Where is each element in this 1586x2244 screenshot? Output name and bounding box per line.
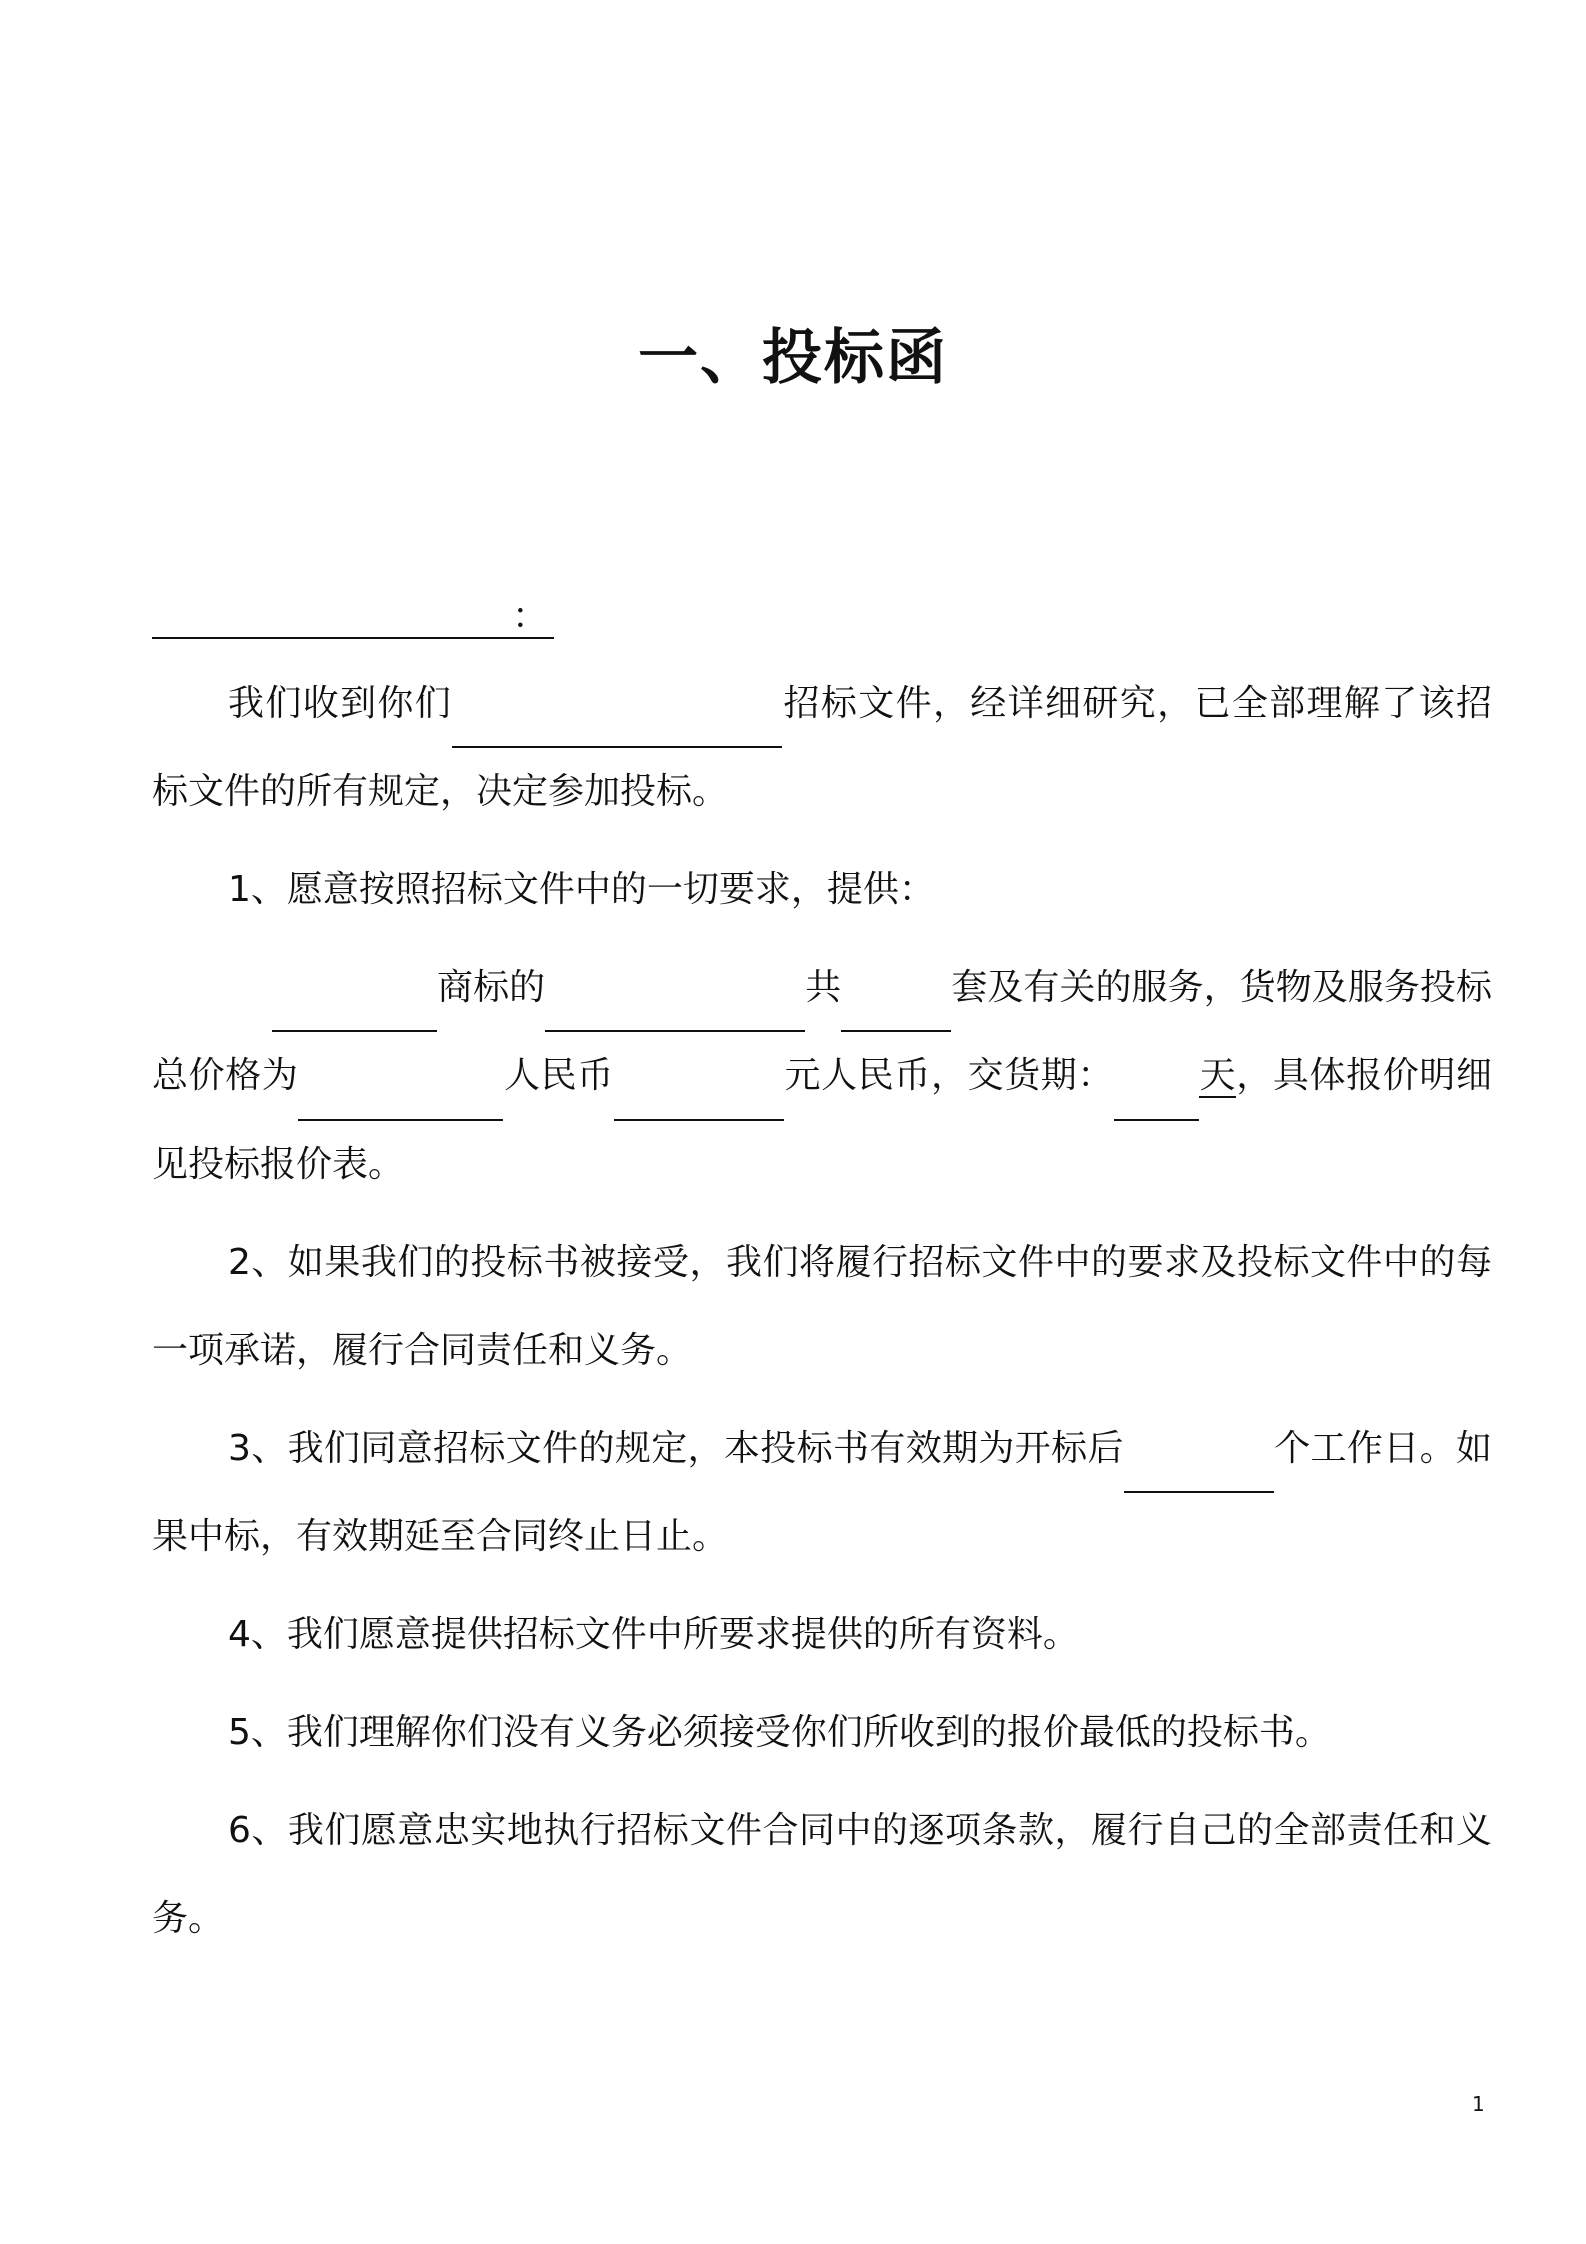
- paragraph-item-1: 1、愿意按照招标文件中的一切要求，提供：: [228, 869, 935, 910]
- paragraph-text: 人民币: [503, 1055, 614, 1096]
- paragraph-text: 元人民币，交货期：: [783, 1055, 1115, 1096]
- paragraph-intro: [152, 660, 1492, 836]
- paragraph-item-5: 5、我们理解你们没有义务必须接受你们所收到的报价最低的投标书。: [228, 1712, 1331, 1753]
- paragraph-item-1-detail: [152, 944, 1492, 1209]
- addressee-blank: [152, 599, 512, 639]
- paragraph-item-6: 6、我们愿意忠实地执行招标文件合同中的逐项条款，履行自己的全部责任和义务。: [152, 1810, 1492, 1939]
- paragraph-text: 我们收到你们: [228, 683, 453, 724]
- paragraph-text: 招标文件，经详细研究，已全部理解了该招标文件的所有规定，决定参加投标。: [152, 683, 1492, 812]
- price-number-blank: [614, 1081, 784, 1121]
- price-words-blank: [298, 1081, 503, 1121]
- page-number: 1: [1472, 2092, 1485, 2116]
- paragraph-text: 商标的: [437, 967, 546, 1008]
- paragraph-text: 个工作日。如果中标，有效期延至合同终止日止。: [152, 1428, 1492, 1557]
- paragraph-item-2: 2、如果我们的投标书被接受，我们将履行招标文件中的要求及投标文件中的每一项承诺，履行合同责任和义务。: [152, 1242, 1492, 1371]
- tender-name-blank: [452, 708, 782, 748]
- quantity-blank: [841, 992, 951, 1032]
- document-title: 一、投标函: [638, 323, 948, 393]
- paragraph-item-3: [152, 1405, 1492, 1581]
- letter-body: [152, 660, 1492, 1973]
- delivery-days-blank: [1114, 1081, 1199, 1121]
- paragraph-text: ，具体报价明细见投标报价表。: [152, 1055, 1492, 1185]
- paragraph-item-4: 4、我们愿意提供招标文件中所要求提供的所有资料。: [228, 1614, 1079, 1655]
- brand-blank: [272, 992, 437, 1032]
- paragraph-text: 共: [805, 967, 842, 1008]
- addressee-line: [152, 588, 554, 639]
- paragraph-text: 套及有关的服务，货物及服务投标总价格为: [152, 967, 1492, 1096]
- addressee-colon: ：: [512, 596, 554, 639]
- validity-days-blank: [1124, 1453, 1274, 1493]
- delivery-days-unit: 天: [1199, 1055, 1237, 1096]
- goods-blank: [545, 992, 805, 1032]
- paragraph-text: 3、我们同意招标文件的规定，本投标书有效期为开标后: [228, 1428, 1124, 1469]
